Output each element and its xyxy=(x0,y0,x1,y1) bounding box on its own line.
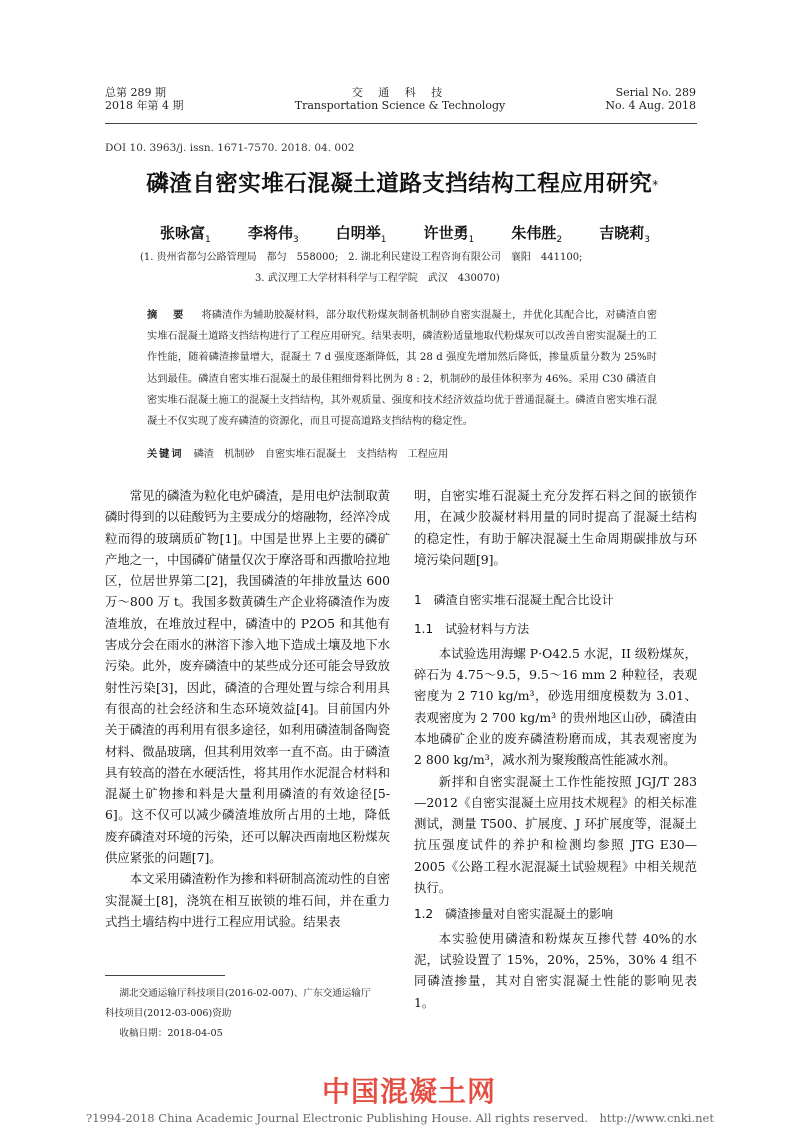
keywords-text: 磷渣 机制砂 自密实堆石混凝土 支挡结构 工程应用 xyxy=(193,449,449,460)
subsection-heading-1-2: 1.2 磷渣掺量对自密实混凝土的影响 xyxy=(414,907,614,922)
received-date: 收稿日期：2018-04-05 xyxy=(119,1028,223,1039)
copyright-bar: ?1994-2018 China Academic Journal Electronic Publishing House. All rights reserved. http://www.cnki.net xyxy=(86,1111,714,1125)
author-list xyxy=(160,222,650,245)
intro-paragraph-continued: 明，自密实堆石混凝土充分发挥石料之间的嵌锁作用，在减少胶凝材料用量的同时提高了混凝土结构的稳定性，有助于解决混凝土生命周期碳排放与环境污染问题[9]。 xyxy=(414,488,697,567)
author: 张咏富$_1$ xyxy=(160,224,211,245)
journal-name-en: Transportation Science & Technology xyxy=(294,99,506,112)
materials-paragraph: 本试验选用海螺 P·O42.5 水泥，II 级粉煤灰，碎石为 4.75～9.5，9.5～16 mm 2 种粒径，表观密度为 2 710 kg/m³，砂选用细度模数为 3.01、表观密度为 2 700 kg/m³ 的贵州地区山砂，磷渣由本地磷矿企业的废弃磷渣粉磨而成，其表观密度为 2 800 kg/m³，减水剂为聚羧酸高性能减水剂。 xyxy=(414,645,697,768)
watermark: 中国混凝土网 xyxy=(322,1075,497,1108)
paper-title xyxy=(105,166,700,198)
subsection-heading-1-1: 1.1 试验材料与方法 xyxy=(414,622,530,637)
right-column xyxy=(414,485,697,1013)
methods-paragraph: 新拌和自密实混凝土工作性能按照 JGJ/T 283—2012《自密实混凝土应用技术规程》的相关标准测试，测量 T500、扩展度、J 环扩展度等，混凝土抗压强度试件的养护和检测均参照 JTG E30—2005《公路工程水泥混凝土试验规程》中相关规范执行。 xyxy=(414,773,697,896)
dosage-paragraph: 本实验使用磷渣和粉煤灰互掺代替 40%的水泥，试验设置了 15%，20%，25%，30% 4 组不同磷渣掺量，其对自密实混凝土性能的影响见表 1。 xyxy=(414,930,697,1010)
abstract-text: 将磷渣作为辅助胶凝材料，部分取代粉煤灰制备机制砂自密实混凝土，并优化其配合比，对磷渣自密实堆石混凝土道路支挡结构进行了工程应用研究。结果表明，磷渣粉适量地取代粉煤灰可以改善自密实混凝土的工作性能，随着磷渣掺量增大，混凝土 7 d 强度逐渐降低，其 28 d 强度先增加然后降低，掺量质量分数为 25%时达到最佳。磷渣自密实堆石混凝土的最佳粗细骨料比例为 8 : 2，机制砂的最佳体积率为 46%。采用 C30 磷渣自密实堆石混凝土施工的混凝土支挡结构，其外观质量、强度和技术经济效益均优于普通混凝土。磷渣自密实堆石混凝土不仅实现了废弃磷渣的资源化，而且可提高道路支挡结构的稳定性。 xyxy=(147,310,658,428)
journal-header-center xyxy=(270,86,530,112)
header-rule xyxy=(105,123,697,124)
affiliation-line-1: (1. 贵州省都匀公路管理局 都匀 558000; 2. 湖北利民建设工程咨询有限公司 襄阳 441100; xyxy=(140,252,583,263)
journal-header-left xyxy=(105,86,183,112)
affiliation-line-2: 3. 武汉理工大学材料科学与工程学院 武汉 430070) xyxy=(255,273,500,284)
footnote-rule xyxy=(105,975,225,976)
journal-name-cn: 交 通 科 技 xyxy=(351,86,449,99)
left-column xyxy=(105,485,390,932)
title-mark: * xyxy=(652,178,659,192)
intro-paragraph-2: 本文采用磷渣粉作为掺和料研制高流动性的自密实混凝土[8]，浇筑在相互嵌锁的堆石间，并在重力式挡土墙结构中进行工程应用试验。结果表 xyxy=(105,871,390,929)
issue-date: No. 4 Aug. 2018 xyxy=(605,99,696,112)
author: 朱伟胜$_2$ xyxy=(511,224,563,245)
paper-title-text: 磷渣自密实堆石混凝土道路支挡结构工程应用研究 xyxy=(146,171,653,197)
issue-year: 2018 年第 4 期 xyxy=(105,99,184,112)
author: 吉晓莉$_3$ xyxy=(599,224,650,245)
issue-total: 总第 289 期 xyxy=(105,86,166,99)
section-heading-1: 1 磷渣自密实堆石混凝土配合比设计 xyxy=(414,593,614,608)
intro-paragraph-1: 常见的磷渣为粒化电炉磷渣，是用电炉法制取黄磷时得到的以硅酸钙为主要成分的熔融物，经淬冷成粒而得的玻璃质矿物[1]。中国是世界上主要的磷矿产地之一，中国磷矿储量仅次于摩洛哥和西撒哈拉地区，位居世界第二[2]，我国磷渣的年排放量达 600 万～800 万 t。我国多数黄磷生产企业将磷渣作为废渣堆放，在堆放过程中，磷渣中的 P2O5 和其他有害成分会在雨水的淋溶下渗入地下造成土壤及地下水污染。此外，废弃磷渣中的某些成分还可能会导致放射性污染[3]，因此，磷渣的合理处置与综合利用具有很高的社会经济和生态环境效益[4]。目前国内外关于磷渣的再利用有很多途径，如利用磷渣制备陶瓷材料、微晶玻璃，但其利用效率一直不高。由于磷渣具有较高的潜在水硬活性，将其用作水泥混合材料和混凝土矿物掺和料是大量利用磷渣的有效途径[5-6]。这不仅可以减少磷渣堆放所占用的土地，降低废弃磷渣对环境的污染，还可以解决西南地区粉煤灰供应紧张的问题[7]。 xyxy=(105,488,390,866)
serial-number: Serial No. 289 xyxy=(615,86,696,99)
footnote xyxy=(105,984,395,1044)
doi: DOI 10. 3963/j. issn. 1671-7570. 2018. 04. 002 xyxy=(105,142,355,154)
author: 李将伟$_3$ xyxy=(247,224,299,245)
abstract xyxy=(147,305,657,432)
keywords-label: 关键词 xyxy=(147,448,184,460)
author: 白明举$_1$ xyxy=(335,224,387,245)
journal-header-right xyxy=(605,86,696,112)
keywords xyxy=(147,445,657,460)
funding-line-1: 湖北交通运输厅科技项目(2016-02-007)、广东交通运输厅 xyxy=(119,988,371,999)
author: 许世勇$_1$ xyxy=(423,224,475,245)
abstract-label: 摘 要 xyxy=(147,309,190,321)
funding-line-2: 科技项目(2012-03-006)资助 xyxy=(105,1008,232,1019)
